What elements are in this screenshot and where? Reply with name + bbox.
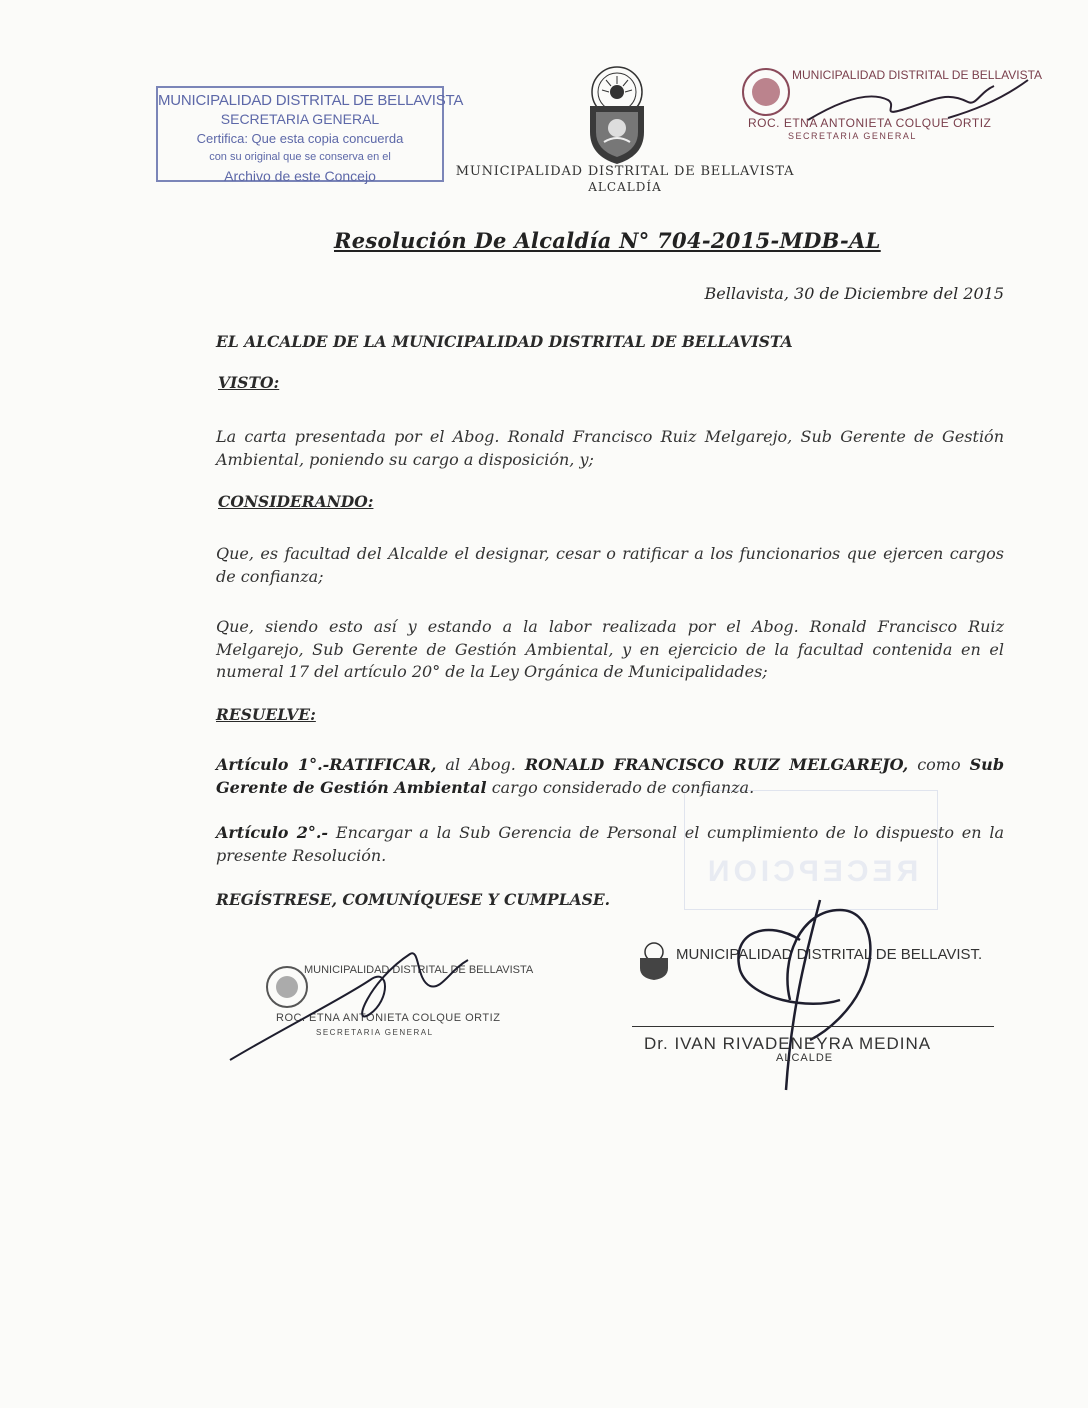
- coat-of-arms-icon: [578, 62, 656, 166]
- stamp-line: SECRETARIA GENERAL: [220, 111, 380, 127]
- closing-line: REGÍSTRESE, COMUNÍQUESE Y CUMPLASE.: [216, 890, 611, 909]
- article-2: [216, 822, 1004, 867]
- article-1-label: Artículo 1°.-: [216, 755, 330, 774]
- visto-text: La carta presentada por el Abog. Ronald Francisco Ruiz Melgarejo, Sub Gerente de Gestión Ambiental, poniendo su cargo a disposición, y;: [216, 427, 1004, 469]
- article-1-position: Sub Gerente de Gestión Ambiental: [216, 755, 1004, 797]
- seal-org: MUNICIPALIDAD DISTRITAL DE BELLAVISTA: [792, 68, 1043, 82]
- article-1: [216, 754, 1004, 799]
- secretary-signature-icon: [220, 940, 520, 1070]
- article-2-text: Encargar a la Sub Gerencia de Personal el cumplimiento de lo dispuesto en la presente Resolución.: [216, 823, 1004, 865]
- secretary-seal-top: [738, 62, 1043, 152]
- certification-stamp: [156, 86, 464, 184]
- article-1-text: cargo considerado de confianza.: [486, 777, 755, 797]
- stamp-line: Archivo de este Concejo: [224, 168, 376, 184]
- resolution-date: Bellavista, 30 de Diciembre del 2015: [704, 284, 1004, 303]
- secretary-signature-icon: [798, 72, 1038, 132]
- mayor-role: ALCALDE: [776, 1052, 834, 1064]
- article-1-verb: RATIFICAR,: [329, 755, 437, 774]
- considerando-paragraph-2: Que, siendo esto así y estando a la labor realizada por el Abog. Ronald Francisco Ruiz Melgarejo, Sub Gerente de Gestión Ambiental, y en ejercicio de la facultad contenida en el numeral 17 del artículo 20° de la Ley Orgánica de Municipalidades;: [216, 617, 1004, 681]
- seal-org: MUNICIPALIDAD DISTRITAL DE BELLAVISTA: [304, 964, 534, 976]
- header-subtitle: ALCALDÍA: [588, 180, 662, 194]
- seal-role: SECRETARIA GENERAL: [788, 131, 917, 141]
- mayor-signature-icon: [700, 880, 940, 1100]
- resuelve-heading: RESUELVE:: [216, 705, 316, 724]
- mayor-seal-org: MUNICIPALIDAD DISTRITAL DE BELLAVIST.: [676, 946, 983, 963]
- article-1-text: al Abog.: [436, 755, 525, 774]
- seal-person-name: ROC. ETNA ANTONIETA COLQUE ORTIZ: [748, 116, 992, 130]
- seal-emblem-icon: [740, 66, 792, 118]
- reception-stamp-text: RECEPCION: [703, 855, 919, 888]
- article-2-label: Artículo 2°.-: [216, 823, 329, 842]
- visto-heading: VISTO:: [218, 373, 280, 392]
- mayor-seal-emblem-icon: [636, 940, 672, 980]
- header-org: MUNICIPALIDAD DISTRITAL DE BELLAVISTA: [455, 164, 795, 179]
- mayor-name: Dr. IVAN RIVADENEYRA MEDINA: [644, 1034, 932, 1053]
- article-1-text: como: [908, 755, 970, 774]
- resolution-title: Resolución De Alcaldía N° 704-2015-MDB-AL: [334, 228, 881, 253]
- considerando-heading: CONSIDERANDO:: [218, 492, 374, 511]
- seal-person-name: ROC. ETNA ANTONIETA COLQUE ORTIZ: [276, 1012, 501, 1024]
- signature-line: [632, 1026, 994, 1027]
- seal-role: SECRETARIA GENERAL: [316, 1028, 434, 1037]
- stamp-line: MUNICIPALIDAD DISTRITAL DE BELLAVISTA: [158, 92, 464, 109]
- authority-line: EL ALCALDE DE LA MUNICIPALIDAD DISTRITAL DE BELLAVISTA: [216, 332, 793, 351]
- secretary-seal-bottom: [220, 940, 534, 1070]
- stamp-line: Certifica: Que esta copia concuerda: [196, 131, 404, 146]
- considerando-paragraph-1: Que, es facultad del Alcalde el designar, cesar o ratificar a los funcionarios que ejercen cargos de confianza;: [216, 544, 1004, 586]
- stamp-line: con su original que se conserva en el: [209, 151, 391, 163]
- article-1-name: RONALD FRANCISCO RUIZ MELGAREJO,: [524, 755, 909, 774]
